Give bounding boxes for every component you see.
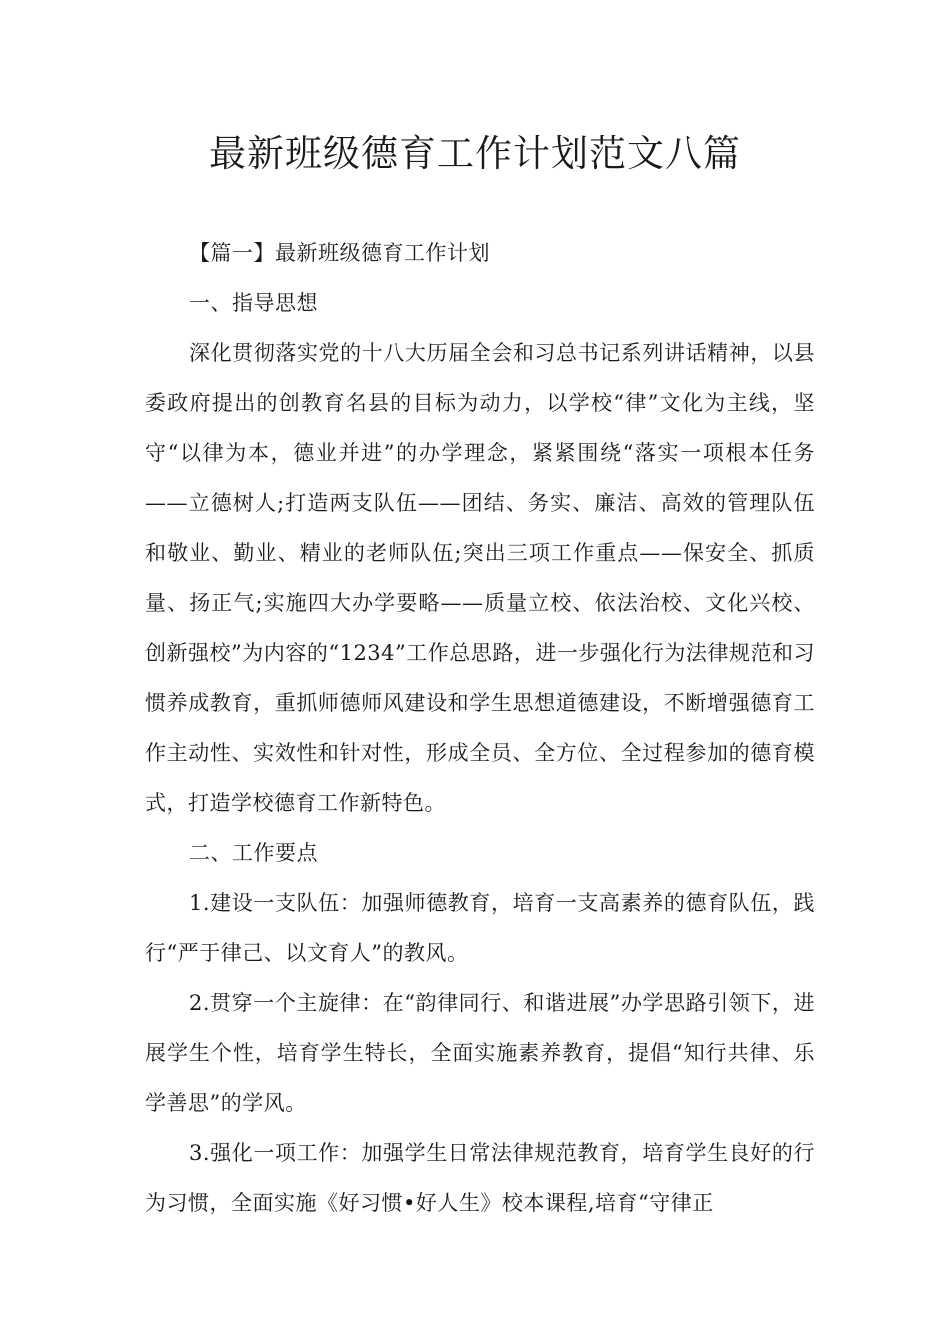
section-heading-work-points: 二、工作要点 <box>189 841 318 865</box>
paragraph-point-1: 1.建设一支队伍：加强师德教育，培育一支高素养的德育队伍，践行“严于律己、以文育人”的教风。 <box>145 891 815 965</box>
paragraph-point-3: 3.强化一项工作：加强学生日常法律规范教育，培育学生良好的行为习惯，全面实施《好习惯•好人生》校本课程,培育“守律正 <box>145 1141 815 1215</box>
document-title: 最新班级德育工作计划范文八篇 <box>209 132 741 175</box>
chapter-heading: 【篇一】最新班级德育工作计划 <box>189 241 490 265</box>
document-body <box>145 228 815 1228</box>
paragraph-point-2: 2.贯穿一个主旋律：在“韵律同行、和谐进展”办学思路引领下，进展学生个性，培育学生特长，全面实施素养教育，提倡“知行共律、乐学善思”的学风。 <box>145 991 815 1115</box>
section-heading-guiding-ideology: 一、指导思想 <box>189 291 318 315</box>
paragraph-guiding-ideology: 深化贯彻落实党的十八大历届全会和习总书记系列讲话精神，以县委政府提出的创教育名县的目标为动力，以学校“律”文化为主线，坚守“以律为本，德业并进”的办学理念，紧紧围绕“落实一项根本任务——立德树人;打造两支队伍——团结、务实、廉洁、高效的管理队伍和敬业、勤业、精业的老师队伍;突出三项工作重点——保安全、抓质量、扬正气;实施四大办学要略——质量立校、依法治校、文化兴校、创新强校”为内容的“1234”工作总思路，进一步强化行为法律规范和习惯养成教育，重抓师德师风建设和学生思想道德建设，不断增强德育工作主动性、实效性和针对性，形成全员、全方位、全过程参加的德育模式，打造学校德育工作新特色。 <box>145 341 815 815</box>
